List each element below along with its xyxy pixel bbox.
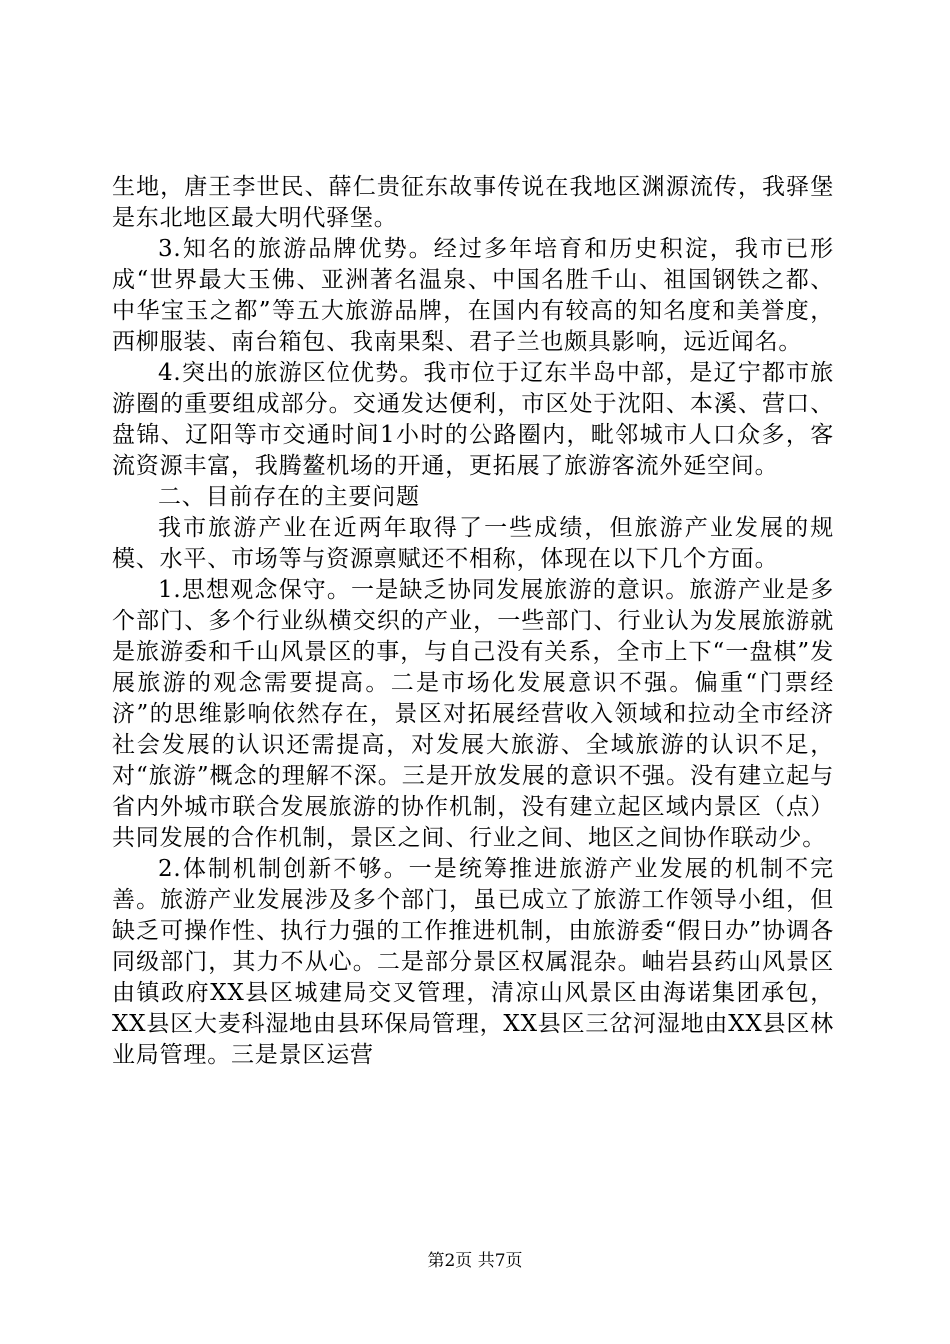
paragraph-problems-intro: 我市旅游产业在近两年取得了一些成绩，但旅游产业发展的规模、水平、市场等与资源禀赋还不相称，体现在以下几个方面。 — [112, 515, 834, 572]
document-body — [112, 172, 834, 1071]
paragraph-brand-advantage: 3.知名的旅游品牌优势。经过多年培育和历史积淀，我市已形成“世界最大玉佛、亚洲著名温泉、中国名胜千山、祖国钢铁之都、中华宝玉之都”等五大旅游品牌，在国内有较高的知名度和美誉度，西柳服装、南台箱包、我南果梨、君子兰也颇具影响，远近闻名。 — [112, 236, 834, 355]
section-heading-problems: 二、目前存在的主要问题 — [158, 484, 420, 510]
paragraph-location-advantage: 4.突出的旅游区位优势。我市位于辽东半岛中部，是辽宁都市旅游圈的重要组成部分。交通发达便利，市区处于沈阳、本溪、营口、盘锦、辽阳等市交通时间1小时的公路圈内，毗邻城市人口众多，客流资源丰富，我腾鳌机场的开通，更拓展了旅游客流外延空间。 — [112, 360, 834, 479]
paragraph-continuation: 生地，唐王李世民、薛仁贵征东故事传说在我地区渊源流传，我驿堡是东北地区最大明代驿堡。 — [112, 174, 834, 231]
paragraph-institutional-innovation: 2.体制机制创新不够。一是统筹推进旅游产业发展的机制不完善。旅游产业发展涉及多个部门，虽已成立了旅游工作领导小组，但缺乏可操作性、执行力强的工作推进机制，由旅游委“假日办”协调各同级部门，其力不从心。二是部分景区权属混杂。岫岩县药山风景区由镇政府XX县区城建局交叉管理，清凉山风景区由海诺集团承包，XX县区大麦科湿地由县环保局管理，XX县区三岔河湿地由XX县区林业局管理。三是景区运营 — [112, 856, 834, 1068]
paragraph-conservative-thinking: 1.思想观念保守。一是缺乏协同发展旅游的意识。旅游产业是多个部门、多个行业纵横交织的产业，一些部门、行业认为发展旅游就是旅游委和千山风景区的事，与自己没有关系，全市上下“一盘棋”发展旅游的观念需要提高。二是市场化发展意识不强。偏重“门票经济”的思维影响依然存在，景区对拓展经营收入领域和拉动全市经济社会发展的认识还需提高，对发展大旅游、全域旅游的认识不足，对“旅游”概念的理解不深。三是开放发展的意识不强。没有建立起与省内外城市联合发展旅游的协作机制，没有建立起区域内景区（点）共同发展的合作机制，景区之间、行业之间、地区之间协作联动少。 — [112, 577, 834, 851]
page-number-footer: 第2页 共7页 — [427, 1251, 523, 1271]
